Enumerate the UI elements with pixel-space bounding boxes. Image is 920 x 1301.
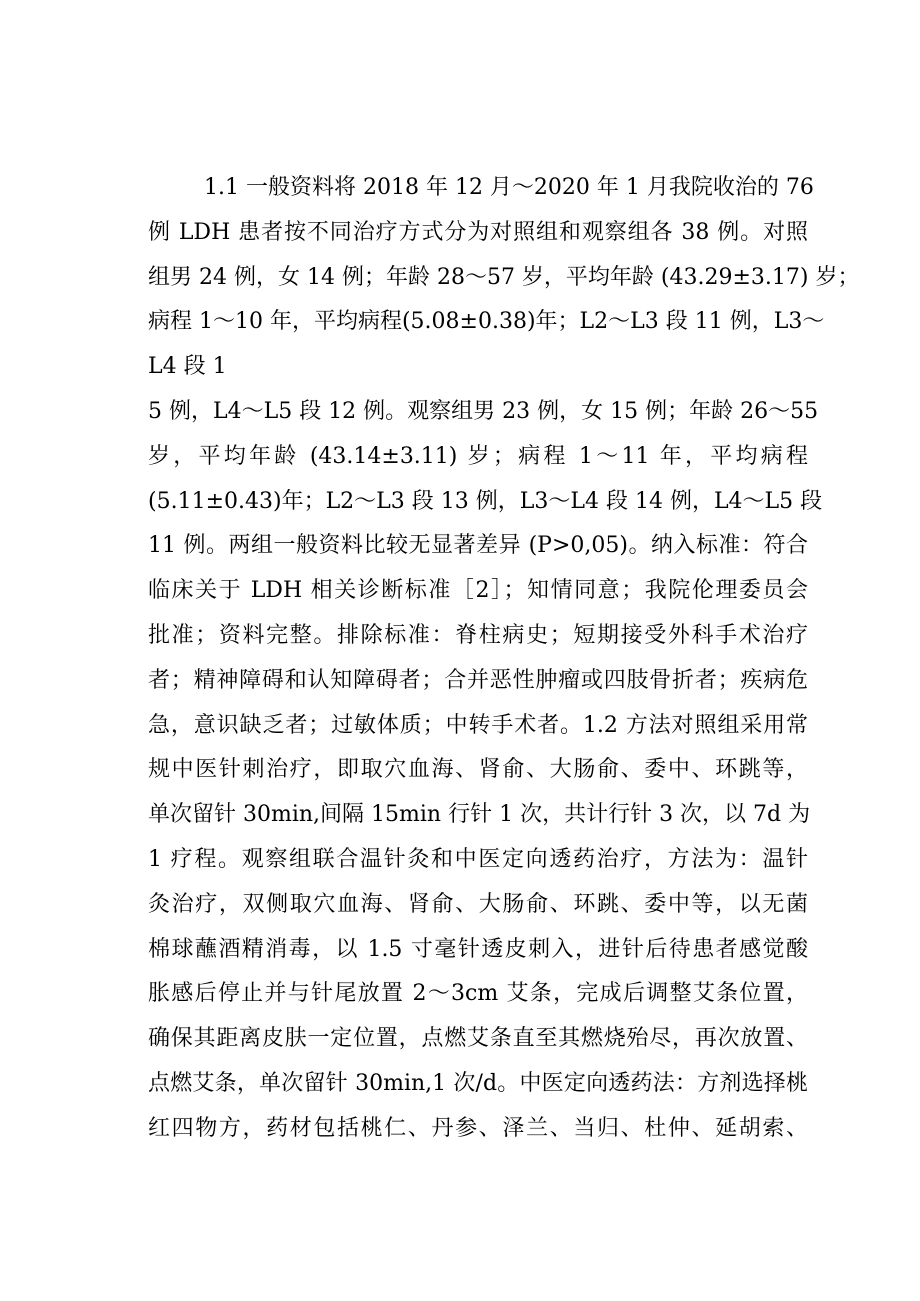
text-line: 11 例。两组一般资料比较无显著差异 (P>0,05)。纳入标准：符合: [148, 533, 808, 559]
text-line: 例 LDH 患者按不同治疗方式分为对照组和观察组各 38 例。对照: [148, 219, 808, 245]
text-line: 急，意识缺乏者；过敏体质；中转手术者。1.2 方法对照组采用常: [148, 712, 808, 738]
text-line: 5 例，L4～L5 段 12 例。观察组男 23 例，女 15 例；年龄 26～55: [148, 398, 819, 424]
text-line: 确保其距离皮肤一定位置，点燃艾条直至其燃烧殆尽，再次放置、: [148, 1026, 808, 1052]
text-line: (5.11±0.43)年；L2～L3 段 13 例，L3～L4 段 14 例，L4～L5 段: [148, 488, 823, 514]
text-line: 组男 24 例，女 14 例；年龄 28～57 岁，平均年龄 (43.29±3.17) 岁；: [148, 264, 860, 290]
text-line: 点燃艾条，单次留针 30min,1 次/d。中医定向透药法：方剂选择桃: [148, 1070, 808, 1096]
text-line: 单次留针 30min,间隔 15min 行针 1 次，共计行针 3 次，以 7d 为: [148, 802, 811, 828]
text-line: L4 段 1: [148, 354, 227, 380]
text-line: 棉球蘸酒精消毒，以 1.5 寸毫针透皮刺入，进针后待患者感觉酸: [148, 936, 808, 962]
text-line: 1 疗程。观察组联合温针灸和中医定向透药治疗，方法为：温针: [148, 846, 808, 872]
text-line: 临床关于 LDH 相关诊断标准［2］；知情同意；我院伦理委员会: [148, 578, 808, 604]
text-line: 规中医针刺治疗，即取穴血海、肾俞、大肠俞、委中、环跳等，: [148, 757, 808, 783]
text-line: 者；精神障碍和认知障碍者；合并恶性肿瘤或四肢骨折者；疾病危: [148, 667, 808, 693]
text-line: 灸治疗，双侧取穴血海、肾俞、大肠俞、环跳、委中等，以无菌: [148, 891, 808, 917]
text-line: 1.1 一般资料将 2018 年 12 月～2020 年 1 月我院收治的 76: [204, 175, 814, 200]
text-line: 胀感后停止并与针尾放置 2～3cm 艾条，完成后调整艾条位置，: [148, 981, 808, 1007]
text-line: 批准；资料完整。排除标准：脊柱病史；短期接受外科手术治疗: [148, 622, 808, 648]
text-line: 岁，平均年龄 (43.14±3.11) 岁；病程 1～11 年，平均病程: [148, 443, 808, 469]
body-text: [148, 166, 860, 1152]
text-line: 红四物方，药材包括桃仁、丹参、泽兰、当归、杜仲、延胡索、: [148, 1115, 808, 1141]
text-line: 病程 1～10 年，平均病程(5.08±0.38)年；L2～L3 段 11 例，L3～: [148, 309, 825, 335]
